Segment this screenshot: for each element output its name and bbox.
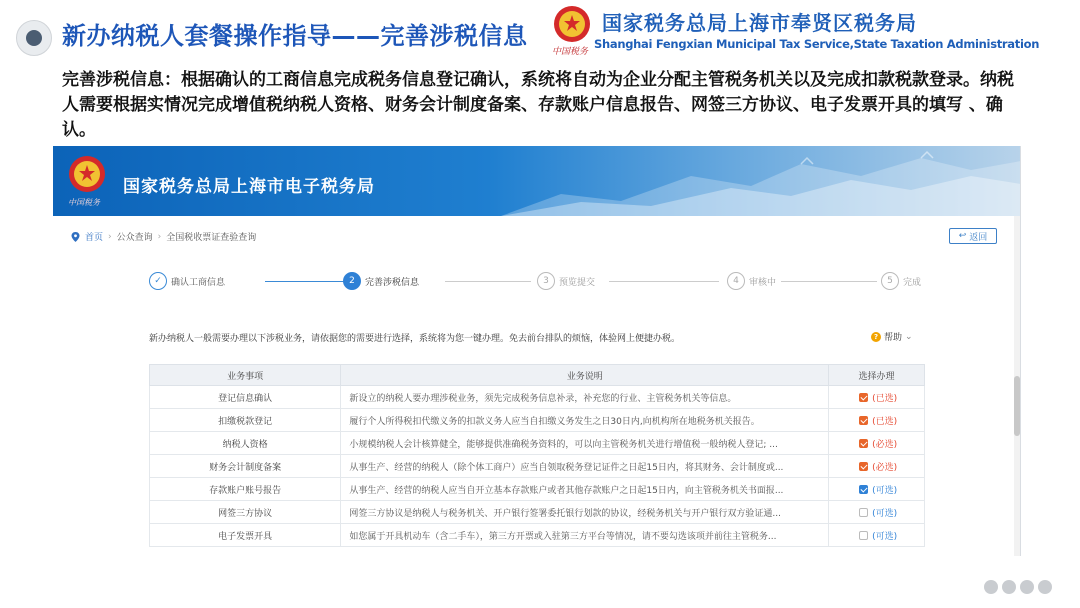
column-header: 业务事项 — [150, 365, 341, 386]
progress-steps — [149, 272, 929, 292]
select-checkbox[interactable] — [859, 393, 868, 402]
select-checkbox[interactable] — [859, 439, 868, 448]
step-label: 预览提交 — [559, 277, 596, 288]
location-pin-icon — [71, 232, 80, 242]
pagination-dot — [1002, 580, 1016, 594]
pagination-dot — [1038, 580, 1052, 594]
slide-bullet-icon — [16, 20, 52, 56]
column-header: 业务说明 — [341, 365, 829, 386]
row-description: 新设立的纳税人要办理涉税业务，须先完成税务信息补录，补充您的行业、主管税务机关等信息。 — [341, 386, 829, 409]
row-status: (必选) — [872, 439, 898, 450]
back-label: 返回 — [969, 232, 988, 243]
step-connector — [265, 281, 349, 282]
national-emblem-icon — [552, 4, 592, 44]
step-label: 审核中 — [749, 277, 777, 288]
step-preview-submit — [537, 272, 595, 290]
slide-pagination-dots — [984, 580, 1052, 594]
help-icon: ? — [871, 332, 881, 342]
scrollbar-thumb[interactable] — [1014, 376, 1020, 436]
select-checkbox[interactable] — [859, 531, 868, 540]
step-connector — [781, 281, 877, 282]
pagination-dot — [1020, 580, 1034, 594]
breadcrumb-current: 全国税收票证查验查询 — [166, 233, 257, 243]
portal-title: 国家税务总局上海市电子税务局 — [123, 177, 375, 197]
intro-text: 新办纳税人一般需要办理以下涉税业务，请依据您的需要进行选择，系统将为您一键办理。免去前台排队的烦恼，体验网上便捷办税。 — [149, 334, 681, 344]
row-description: 如您属于开具机动车（含二手车），第三方开票或入驻第三方平台等情况，请不要勾选该项并前往主管税务... — [341, 524, 829, 547]
breadcrumb-public-query[interactable]: 公众查询 — [116, 233, 153, 243]
table-row — [150, 455, 925, 478]
table-row — [150, 501, 925, 524]
step-check-icon: ✓ — [149, 272, 167, 290]
table-row — [150, 386, 925, 409]
step-number: 2 — [343, 272, 361, 290]
row-item: 电子发票开具 — [150, 524, 341, 547]
row-status: (必选) — [872, 462, 898, 473]
row-description: 网签三方协议是纳税人与税务机关、开户银行签署委托银行划款的协议，经税务机关与开户银行双方验证通... — [341, 501, 829, 524]
bureau-name-cn: 国家税务总局上海市奉贤区税务局 — [602, 11, 917, 35]
step-number: 3 — [537, 272, 555, 290]
select-checkbox[interactable] — [859, 416, 868, 425]
row-status: (已选) — [872, 393, 898, 404]
select-checkbox[interactable] — [859, 485, 868, 494]
step-number: 4 — [727, 272, 745, 290]
emblem-signature-logo: 中国税务 — [552, 47, 589, 57]
step-label: 完成 — [903, 277, 922, 288]
table-header-row — [150, 365, 925, 386]
row-status: (已选) — [872, 416, 898, 427]
row-description: 从事生产、经营的纳税人应当自开立基本存款账户或者其他存款账户之日起15日内，向主管税务机关书面报... — [341, 478, 829, 501]
pagination-dot — [984, 580, 998, 594]
bureau-name-en: Shanghai Fengxian Municipal Tax Service,State Taxation Administration — [594, 37, 1040, 51]
portal-screenshot — [53, 146, 1021, 556]
step-under-review — [727, 272, 776, 290]
row-select — [829, 409, 925, 432]
step-connector — [445, 281, 531, 282]
back-arrow-icon: ↩ — [958, 231, 967, 241]
row-description: 小规模纳税人会计核算健全，能够提供准确税务资料的，可以向主管税务机关进行增值税一般纳税人登记; ... — [341, 432, 829, 455]
row-description: 履行个人所得税扣代缴义务的扣款义务人应当自扣缴义务发生之日30日内,向机构所在地税务机关报告。 — [341, 409, 829, 432]
slide-description: 完善涉税信息：根据确认的工商信息完成税务信息登记确认，系统将自动为企业分配主管税务机关以及完成扣款税款登录。纳税人需要根据实情况完成增值税纳税人资格、财务会计制度备案、存款账户信息报告、网签三方协议、电子发票开具的填写 、确认。 — [62, 70, 1014, 140]
row-item: 网签三方协议 — [150, 501, 341, 524]
portal-emblem-icon — [67, 154, 107, 194]
table-row — [150, 524, 925, 547]
row-select — [829, 501, 925, 524]
step-connector — [609, 281, 719, 282]
row-status: (可选) — [872, 531, 898, 542]
great-wall-illustration — [501, 146, 1021, 216]
row-item: 财务会计制度备案 — [150, 455, 341, 478]
column-header: 选择办理 — [829, 365, 925, 386]
table-row — [150, 432, 925, 455]
step-finished — [881, 272, 921, 290]
slide-title: 新办纳税人套餐操作指导——完善涉税信息 — [62, 22, 528, 50]
back-button[interactable] — [949, 228, 997, 244]
step-confirm-business-info — [149, 272, 225, 290]
step-complete-tax-info — [343, 272, 419, 290]
row-select — [829, 386, 925, 409]
row-status: (可选) — [872, 485, 898, 496]
step-label: 完善涉税信息 — [365, 277, 420, 288]
select-checkbox[interactable] — [859, 508, 868, 517]
row-select — [829, 478, 925, 501]
select-checkbox[interactable] — [859, 462, 868, 471]
step-number: 5 — [881, 272, 899, 290]
portal-banner — [53, 146, 1021, 216]
portal-signature-logo: 中国税务 — [68, 198, 100, 207]
row-item: 纳税人资格 — [150, 432, 341, 455]
row-select — [829, 455, 925, 478]
row-description: 从事生产、经营的纳税人（除个体工商户）应当自领取税务登记证件之日起15日内，将其财务、会计制度或... — [341, 455, 829, 478]
step-label: 确认工商信息 — [171, 277, 226, 288]
table-row — [150, 478, 925, 501]
breadcrumb-separator: › — [108, 231, 112, 242]
breadcrumb-home[interactable]: 首页 — [85, 233, 104, 243]
help-label: 帮助 — [884, 333, 903, 343]
breadcrumb — [71, 230, 256, 243]
row-item: 登记信息确认 — [150, 386, 341, 409]
chevron-down-icon: ⌄ — [905, 331, 913, 342]
row-item: 存款账户账号报告 — [150, 478, 341, 501]
business-table — [149, 364, 925, 547]
row-select — [829, 432, 925, 455]
row-select — [829, 524, 925, 547]
table-row — [150, 409, 925, 432]
row-item: 扣缴税款登记 — [150, 409, 341, 432]
help-toggle[interactable] — [871, 330, 913, 343]
row-status: (可选) — [872, 508, 898, 519]
breadcrumb-separator: › — [157, 231, 162, 242]
